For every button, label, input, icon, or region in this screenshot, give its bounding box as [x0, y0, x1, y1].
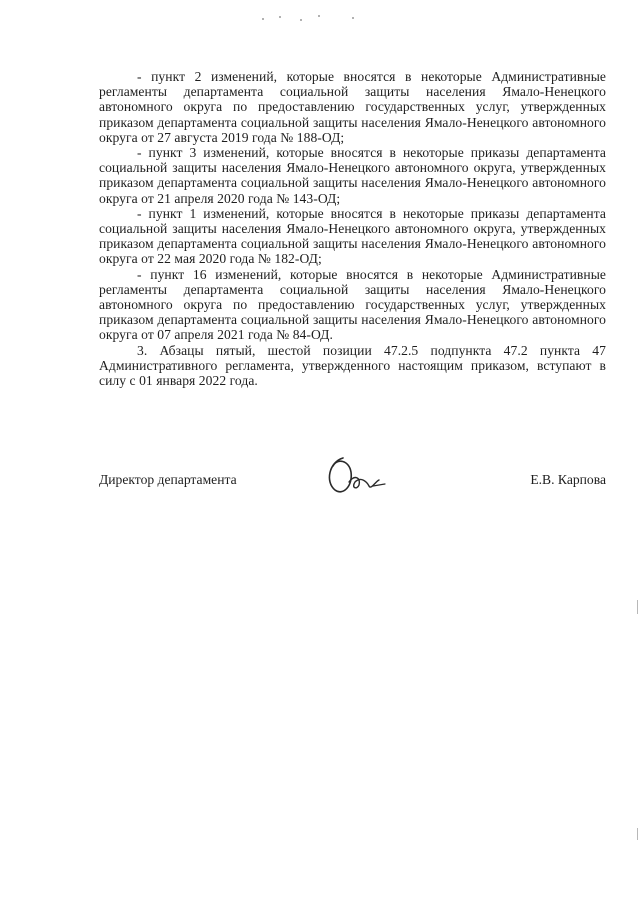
scan-edge: [637, 600, 638, 614]
paragraph-item-3: - пункт 3 изменений, которые вносятся в некоторые приказы департамента социальной защиты населения Ямало-Ненецкого автономного округа, утвержденных приказом департамента социальной защиты населения Ямало-Ненецкого автономного округа от 21 апреля 2020 года № 143-ОД;: [99, 145, 606, 206]
scan-speck: [262, 18, 264, 20]
signatory-name: Е.В. Карпова: [530, 472, 606, 487]
scan-edge: [637, 828, 638, 840]
handwritten-signature-icon: [321, 452, 401, 502]
scan-speck: [352, 17, 354, 19]
scan-speck: [300, 19, 302, 21]
paragraph-clause-3: 3. Абзацы пятый, шестой позиции 47.2.5 подпункта 47.2 пункта 47 Административного регламента, утвержденного настоящим приказом, вступают в силу с 01 января 2022 года.: [99, 342, 606, 389]
paragraph-item-1: - пункт 1 изменений, которые вносятся в некоторые приказы департамента социальной защиты населения Ямало-Ненецкого автономного округа, утвержденных приказом департамента социальной защиты населения Ямало-Ненецкого автономного округа от 22 мая 2020 года № 182-ОД;: [99, 205, 606, 267]
signatory-title: Директор департамента: [99, 472, 237, 487]
paragraph-item-2: - пункт 2 изменений, которые вносятся в некоторые Административные регламенты департамента социальной защиты населения Ямало-Ненецкого автономного округа по предоставлению государственных услуг, утвержденных приказом департамента социальной защиты населения Ямало-Ненецкого автономного округа от 27 августа 2019 года № 188-ОД;: [99, 69, 606, 145]
signature-block: [99, 470, 606, 510]
scan-speck: [279, 16, 281, 18]
scan-speck: [318, 15, 320, 17]
paragraph-item-16: - пункт 16 изменений, которые вносятся в некоторые Административные регламенты департамента социальной защиты населения Ямало-Ненецкого автономного округа по предоставлению государственных услуг, утвержденных приказом департамента социальной защиты населения Ямало-Ненецкого автономного округа от 07 апреля 2021 года № 84-ОД.: [99, 266, 606, 343]
document-body: [99, 69, 606, 388]
